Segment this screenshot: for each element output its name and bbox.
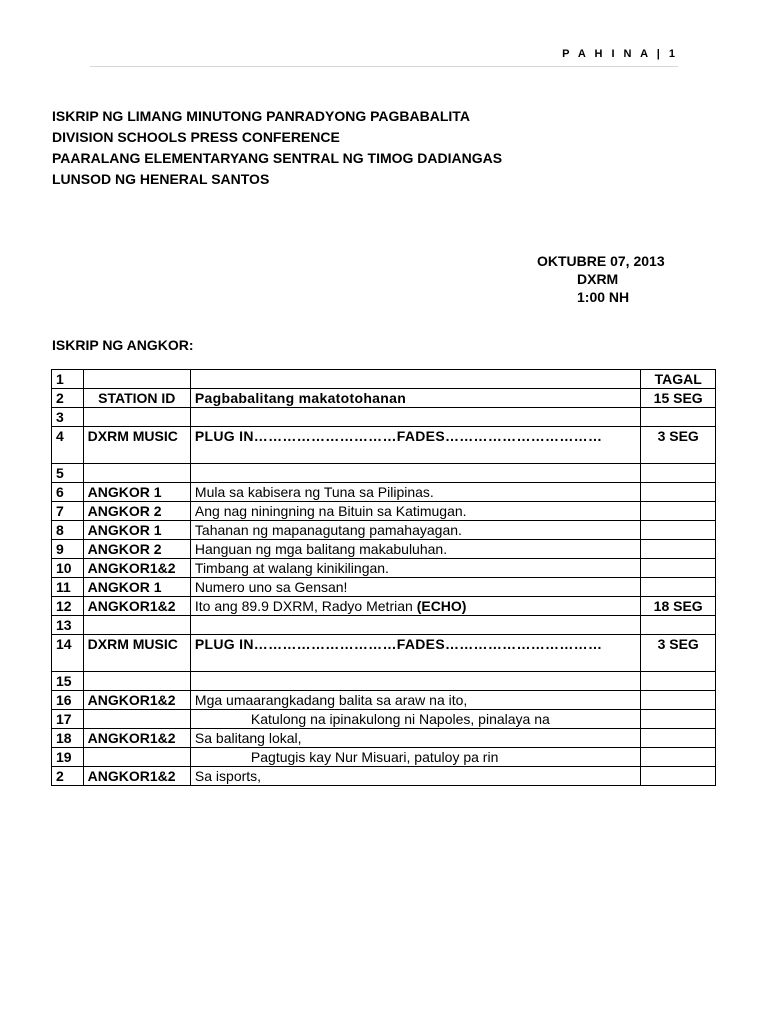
duration-cell [641,540,716,559]
speaker-cell: ANGKOR 1 [83,578,190,597]
duration-cell: 3 SEG [641,427,716,464]
echo-cue: (ECHO) [416,598,467,614]
script-text-cell [190,370,640,389]
speaker-cell: ANGKOR 2 [83,502,190,521]
script-text-cell: PLUG IN…………………………FADES…………………………… [190,635,640,672]
row-number: 6 [52,483,84,502]
script-text-cell: Katulong na ipinakulong ni Napoles, pinalaya na [190,710,640,729]
row-number: 14 [52,635,84,672]
speaker-cell: STATION ID [83,389,190,408]
title-line: ISKRIP NG LIMANG MINUTONG PANRADYONG PAGBABALITA [52,108,470,124]
table-row [52,748,716,767]
row-number: 2 [52,389,84,408]
table-row [52,710,716,729]
broadcast-time: 1:00 NH [577,289,630,305]
duration-cell [641,748,716,767]
broadcast-date: OKTUBRE 07, 2013 [537,253,665,269]
speaker-cell [83,408,190,427]
speaker-cell: ANGKOR1&2 [83,691,190,710]
document-title [52,106,502,190]
script-text-cell: Sa isports, [190,767,640,786]
duration-cell [641,578,716,597]
row-number: 15 [52,672,84,691]
duration-cell [641,464,716,483]
row-number: 4 [52,427,84,464]
speaker-cell: DXRM MUSIC [83,635,190,672]
section-label: ISKRIP NG ANGKOR: [52,337,194,353]
table-row [52,578,716,597]
broadcast-station: DXRM [577,271,619,287]
row-number: 2 [52,767,84,786]
script-text-cell [190,672,640,691]
table-row [52,597,716,616]
speaker-cell: ANGKOR 2 [83,540,190,559]
script-text-cell [190,597,640,616]
duration-cell [641,502,716,521]
script-text: Ito ang 89.9 DXRM, Radyo Metrian [194,598,417,614]
table-row [52,672,716,691]
script-text-cell: PLUG IN…………………………FADES…………………………… [190,427,640,464]
speaker-cell: ANGKOR 1 [83,521,190,540]
table-row [52,408,716,427]
row-number: 18 [52,729,84,748]
row-number: 1 [52,370,84,389]
speaker-cell [83,672,190,691]
row-number: 16 [52,691,84,710]
table-row [52,521,716,540]
duration-cell [641,767,716,786]
row-number: 9 [52,540,84,559]
script-text-cell: Sa balitang lokal, [190,729,640,748]
row-number: 17 [52,710,84,729]
row-number: 8 [52,521,84,540]
duration-cell: TAGAL [641,370,716,389]
title-line: DIVISION SCHOOLS PRESS CONFERENCE [52,129,340,145]
table-row [52,370,716,389]
table-row [52,729,716,748]
speaker-cell [83,616,190,635]
script-text-cell [190,616,640,635]
page-number-header: P A H I N A | 1 [562,48,678,60]
table-row [52,427,716,464]
row-number: 7 [52,502,84,521]
table-row [52,389,716,408]
row-number: 5 [52,464,84,483]
row-number: 13 [52,616,84,635]
table-row [52,559,716,578]
speaker-cell [83,370,190,389]
speaker-cell [83,464,190,483]
title-line: PAARALANG ELEMENTARYANG SENTRAL NG TIMOG DADIANGAS [52,150,503,166]
speaker-cell [83,710,190,729]
table-row [52,464,716,483]
script-text-cell: Pagtugis kay Nur Misuari, patuloy pa rin [190,748,640,767]
script-text-cell: Hanguan ng mga balitang makabuluhan. [190,540,640,559]
speaker-cell: ANGKOR1&2 [83,729,190,748]
row-number: 11 [52,578,84,597]
title-line: LUNSOD NG HENERAL SANTOS [52,171,270,187]
duration-cell [641,616,716,635]
script-text-cell [190,464,640,483]
table-row [52,616,716,635]
table-row [52,540,716,559]
broadcast-info [537,252,665,306]
speaker-cell: DXRM MUSIC [83,427,190,464]
script-text-cell: Timbang at walang kinikilingan. [190,559,640,578]
row-number: 19 [52,748,84,767]
script-text-cell: Mga umaarangkadang balita sa araw na ito, [190,691,640,710]
duration-cell: 18 SEG [641,597,716,616]
duration-cell [641,559,716,578]
row-number: 10 [52,559,84,578]
row-number: 3 [52,408,84,427]
table-row [52,483,716,502]
duration-cell [641,729,716,748]
speaker-cell [83,748,190,767]
table-row [52,635,716,672]
speaker-cell: ANGKOR1&2 [83,767,190,786]
duration-cell: 15 SEG [641,389,716,408]
duration-cell [641,521,716,540]
table-row [52,767,716,786]
script-text-cell: Mula sa kabisera ng Tuna sa Pilipinas. [190,483,640,502]
speaker-cell: ANGKOR 1 [83,483,190,502]
duration-cell [641,710,716,729]
duration-cell [641,408,716,427]
duration-cell [641,691,716,710]
script-text-cell: Ang nag niningning na Bituin sa Katimugan. [190,502,640,521]
script-text-cell: Numero uno sa Gensan! [190,578,640,597]
header-divider [90,66,678,67]
table-row [52,502,716,521]
speaker-cell: ANGKOR1&2 [83,559,190,578]
speaker-cell: ANGKOR1&2 [83,597,190,616]
script-text-cell [190,408,640,427]
script-text-cell: Tahanan ng mapanagutang pamahayagan. [190,521,640,540]
table-row [52,691,716,710]
script-text-cell: Pagbabalitang makatotohanan [190,389,640,408]
duration-cell [641,483,716,502]
duration-cell: 3 SEG [641,635,716,672]
row-number: 12 [52,597,84,616]
anchor-script-table [51,369,716,786]
duration-cell [641,672,716,691]
